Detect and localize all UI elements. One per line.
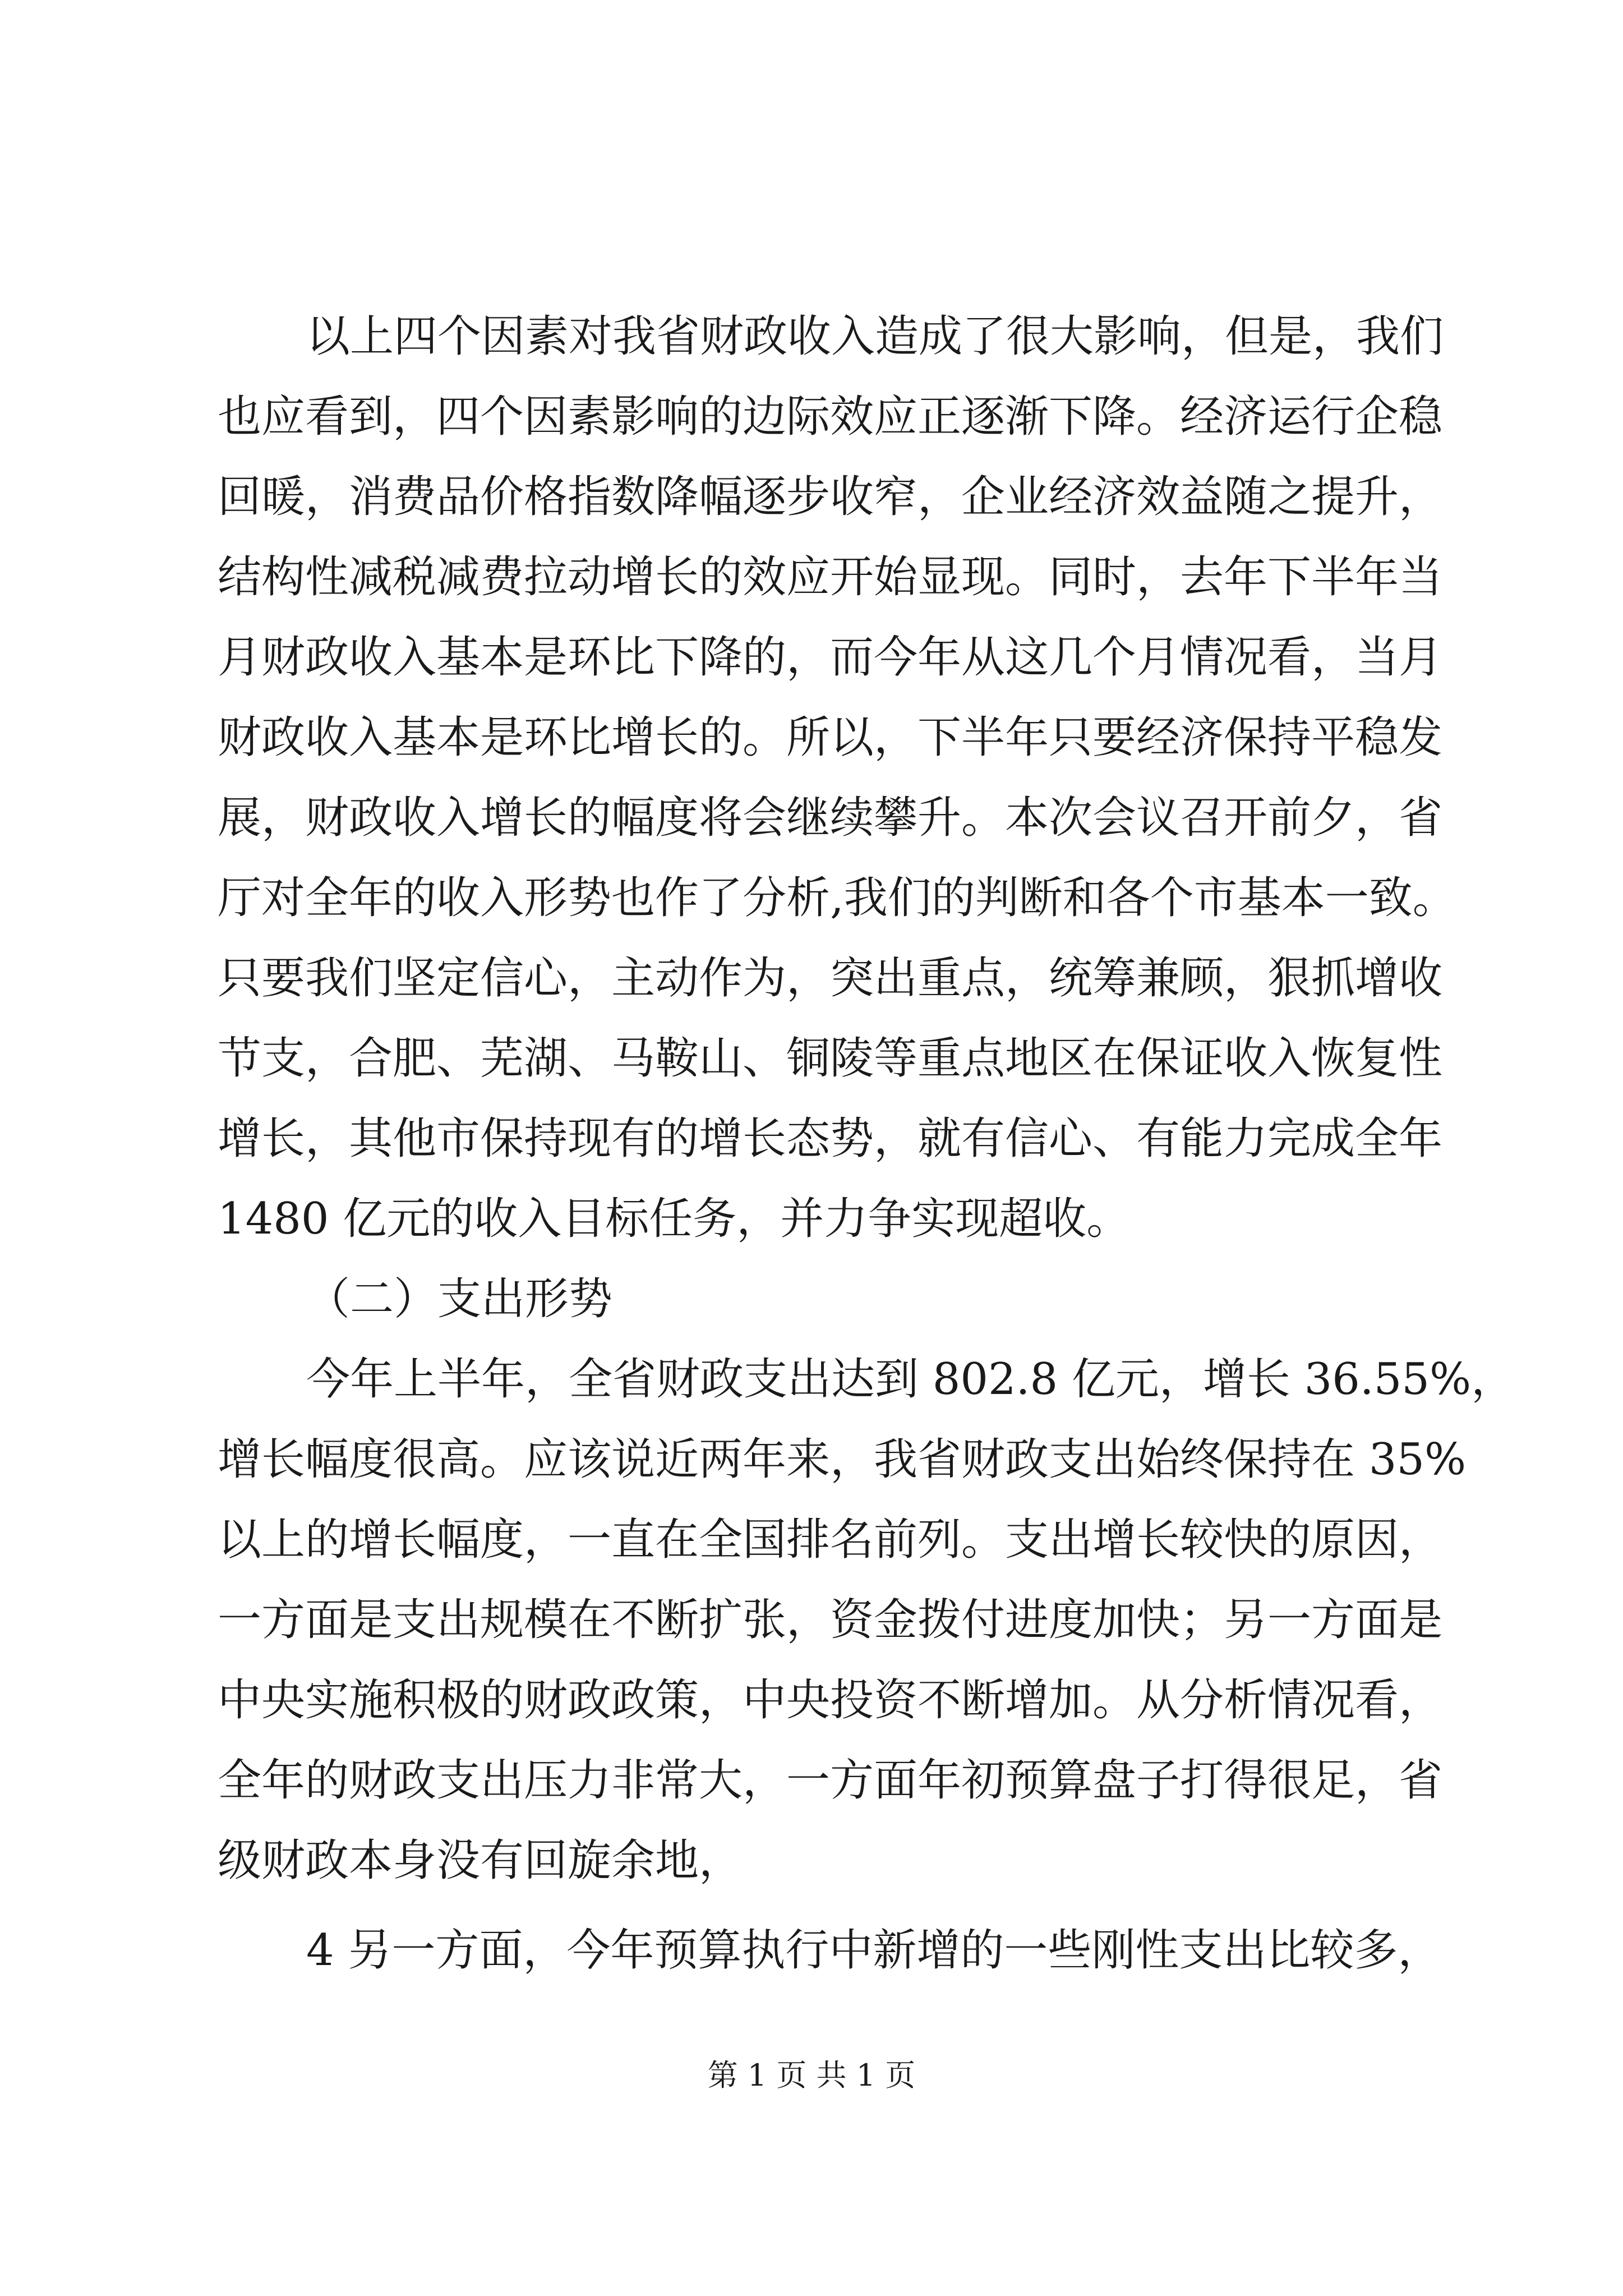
paragraph2-line-1: 今年上半年，全省财政支出达到 802.8 亿元，增长 36.55%， (306, 1354, 1515, 1405)
paragraph2-line-2: 增长幅度很高。应该说近两年来，我省财政支出始终保持在 35% (218, 1434, 1467, 1485)
paragraph1-line-7: 展，财政收入增长的幅度将会继续攀升。本次会议召开前夕，省 (218, 793, 1443, 843)
paragraph3-line-1: 4 另一方面，今年预算执行中新增的一些刚性支出比较多， (306, 1925, 1442, 1976)
paragraph1-line-5: 月财政收入基本是环比下降的，而今年从这几个月情况看，当月 (218, 632, 1443, 683)
paragraph1-line-6: 财政收入基本是环比增长的。所以，下半年只要经济保持平稳发 (218, 712, 1443, 763)
section-heading: （二）支出形势 (306, 1274, 613, 1324)
paragraph2-line-7: 级财政本身没有回旋余地， (218, 1835, 743, 1886)
paragraph1-line-11: 增长，其他市保持现有的增长态势，就有信心、有能力完成全年 (218, 1114, 1443, 1164)
paragraph2-line-6: 全年的财政支出压力非常大，一方面年初预算盘子打得很足，省 (218, 1755, 1443, 1806)
paragraph1-line-4: 结构性减税减费拉动增长的效应开始显现。同时，去年下半年当 (218, 552, 1443, 602)
paragraph1-line-1: 以上四个因素对我省财政收入造成了很大影响，但是，我们 (306, 311, 1444, 362)
paragraph1-line-2: 也应看到，四个因素影响的边际效应正逐渐下降。经济运行企稳 (218, 392, 1443, 442)
paragraph1-line-10: 节支，合肥、芜湖、马鞍山、铜陵等重点地区在保证收入恢复性 (218, 1033, 1443, 1084)
paragraph2-line-3: 以上的增长幅度，一直在全国排名前列。支出增长较快的原因， (218, 1515, 1443, 1565)
paragraph2-line-4: 一方面是支出规模在不断扩张，资金拨付进度加快；另一方面是 (218, 1595, 1443, 1645)
paragraph1-line-12: 1480 亿元的收入目标任务，并力争实现超收。 (218, 1194, 1131, 1244)
paragraph1-line-8: 厅对全年的收入形势也作了分析,我们的判断和各个市基本一致。 (218, 873, 1456, 923)
page-footer: 第 1 页 共 1 页 (707, 2058, 916, 2093)
paragraph1-line-9: 只要我们坚定信心，主动作为，突出重点，统筹兼顾，狠抓增收 (218, 953, 1443, 1004)
paragraph1-line-3: 回暖，消费品价格指数降幅逐步收窄，企业经济效益随之提升， (218, 472, 1443, 522)
paragraph2-line-5: 中央实施积极的财政政策，中央投资不断增加。从分析情况看， (218, 1675, 1443, 1726)
